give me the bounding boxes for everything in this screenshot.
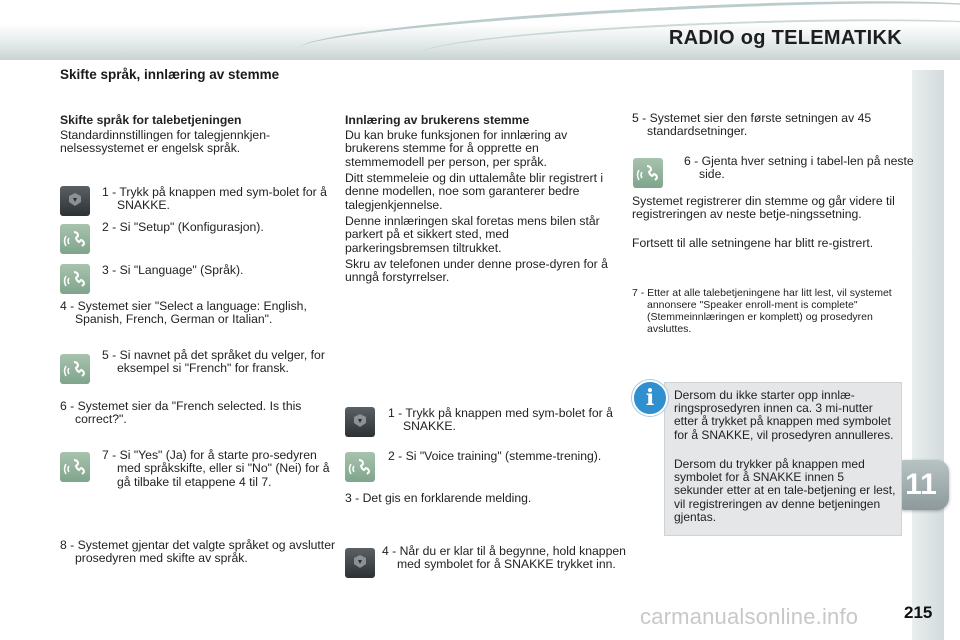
voice-command-icon [633,158,663,188]
col1-intro: Standardinnstillingen for talegjennkjen-nelsessystemet er engelsk språk. [60,128,271,156]
col3-paragraph-1: Systemet registrerer din stemme og går videre til registreringen av neste betje-ningssetning. [632,194,895,222]
col2-subheading: Innlæring av brukerens stemme [345,113,530,127]
col3-step-6: 6 - Gjenta hver setning i tabel-len på neste side. [684,154,914,182]
talk-button-icon [345,407,375,437]
col2-paragraph-3: Denne innlæringen skal foretas mens bilen står parkert på et sikkert sted, med parkeringsbremsen tiltrukket. [345,214,600,255]
col1-subheading: Skifte språk for talebetjeningen [60,113,242,127]
col2-step-1: 1 - Trykk på knappen med sym-bolet for å SNAKKE. [388,406,613,434]
col2-paragraph-2: Ditt stemmeleie og din uttalemåte blir registrert i denne modellen, noe som garanterer bedre talegjenkjennelse. [345,171,604,212]
col3-step-5: 5 - Systemet sier den første setningen av 45 standardsetninger. [632,111,872,139]
voice-command-icon [345,452,375,482]
voice-command-icon [60,224,90,254]
col2-step-4: 4 - Når du er klar til å begynne, hold knappen med symbolet for å SNAKKE trykket inn. [382,544,626,572]
page-number: 215 [904,603,933,622]
info-icon: i [632,380,668,416]
col2-paragraph-4: Skru av telefonen under denne prose-dyren for å unngå forstyrrelser. [345,257,608,285]
col1-step-7: 7 - Si "Yes" (Ja) for å starte pro-sedyren med språkskifte, eller si "No" (Nei) for å gå tilbake til etappene 4 til 7. [102,448,330,489]
talk-button-icon [345,548,375,578]
voice-command-icon [60,354,90,384]
col3-step-7: 7 - Etter at alle talebetjeningene har litt lest, vil systemet annonsere "Speaker enroll-ment is complete" (Stemmeinnlæringen er komplett) og prosedyren avsluttes. [632,287,892,335]
voice-command-icon [60,452,90,482]
col2-step-2: 2 - Si "Voice training" (stemme-trening). [388,449,602,463]
chapter-title: RADIO og TELEMATIKK [668,27,902,49]
voice-command-icon [60,264,90,294]
talk-button-icon [60,186,90,216]
page-header [0,0,960,60]
col1-step-1: 1 - Trykk på knappen med sym-bolet for å SNAKKE. [102,185,327,213]
col1-step-4: 4 - Systemet sier "Select a language: English, Spanish, French, German or Italian". [60,299,307,327]
col2-step-3: 3 - Det gis en forklarende melding. [345,491,532,505]
col3-paragraph-2: Fortsett til alle setningene har blitt re-gistrert. [632,236,874,250]
col1-step-6: 6 - Systemet sier da "French selected. Is this correct?". [60,399,302,427]
info-paragraph-2: Dersom du trykker på knappen med symbolet for å SNAKKE innen 5 sekunder etter at en tale-betjening er lest, vil registreringen av denne betjeningen gjentas. [674,457,896,524]
col1-step-2: 2 - Si "Setup" (Konfigurasjon). [102,220,264,234]
col1-step-3: 3 - Si "Language" (Språk). [102,263,244,277]
info-paragraph-1: Dersom du ikke starter opp innlæ-ringsprosedyren innen ca. 3 mi-nutter etter å trykket på knappen med symbolet for å SNAKKE, vil prosedyren annulleres. [674,388,894,442]
chapter-side-strip [912,70,944,640]
watermark: carmanualsonline.info [640,604,859,629]
col1-step-5: 5 - Si navnet på det språket du velger, for eksempel si "French" for fransk. [102,348,325,376]
col1-step-8: 8 - Systemet gjentar det valgte språket og avslutter prosedyren med skifte av språk. [60,538,336,566]
chapter-number-badge: 11 [893,460,949,510]
col2-paragraph-1: Du kan bruke funksjonen for innlæring av brukerens stemme for å opprette en stemmemodell per person, per språk. [345,128,568,169]
section-title: Skifte språk, innlæring av stemme [60,67,280,82]
